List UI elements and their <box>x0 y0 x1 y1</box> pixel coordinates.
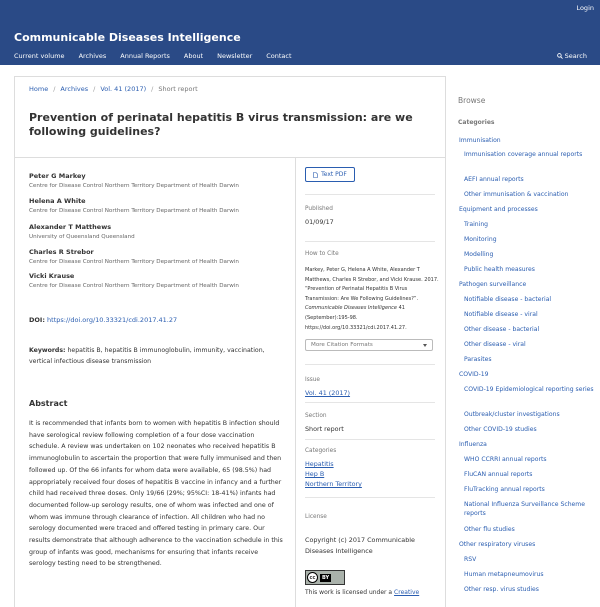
breadcrumb-separator: / <box>151 85 154 93</box>
citation-body: Markey, Peter G, Helena A White, Alexander T Matthews, Charles R Strebor, and Vicki Krause. 2017. “Prevention of Perinatal Hepatitis B Virus Transmission: Are We Following Guidelines?”. <box>305 267 439 302</box>
author-name: Vicki Krause <box>29 272 75 280</box>
sidebar-category-link[interactable]: Other COVID-19 studies <box>464 426 537 433</box>
creative-commons-icon[interactable]: cc BY <box>305 570 345 585</box>
author-affiliation: Centre for Disease Control Northern Territory Department of Health Darwin <box>29 259 239 265</box>
author-affiliation: Centre for Disease Control Northern Territory Department of Health Darwin <box>29 208 239 214</box>
sidebar-category-link[interactable]: COVID-19 Epidemiological reporting series <box>464 386 594 393</box>
search-link[interactable] <box>557 52 587 60</box>
breadcrumb-home[interactable]: Home <box>29 85 49 93</box>
search-label: Search <box>564 52 587 60</box>
keywords-text: hepatitis B, hepatitis B immunoglobulin, immunity, vaccination, vertical infectious disease transmission <box>29 347 265 365</box>
divider <box>305 439 435 440</box>
breadcrumb-archives[interactable]: Archives <box>60 85 89 93</box>
sidebar-category-link[interactable]: Notifiable disease - viral <box>464 311 538 318</box>
breadcrumb-separator: / <box>93 85 96 93</box>
nav-newsletter[interactable]: Newsletter <box>217 52 253 60</box>
sidebar-category-link[interactable]: Immunisation coverage annual reports <box>464 151 583 158</box>
sidebar-category-link[interactable]: RSV <box>464 556 477 563</box>
license-label: License <box>305 514 327 520</box>
published-date: 01/09/17 <box>305 218 334 226</box>
pdf-label: Text PDF <box>321 171 347 178</box>
how-to-cite-label: How to Cite <box>305 251 339 257</box>
author-name: Alexander T Matthews <box>29 223 112 231</box>
sidebar-category-link[interactable]: Other disease - viral <box>464 341 526 348</box>
citation-text <box>305 266 440 333</box>
sidebar-category-link[interactable]: Monitoring <box>464 236 497 243</box>
abstract-heading: Abstract <box>29 399 68 408</box>
citation-formats-dropdown[interactable] <box>305 339 433 351</box>
section-value: Short report <box>305 425 344 433</box>
chevron-down-icon <box>423 344 427 347</box>
search-icon <box>557 53 563 59</box>
published-label: Published <box>305 206 333 212</box>
sidebar-category-link[interactable]: FluCAN annual reports <box>464 471 533 478</box>
author-affiliation: University of Queensland Queensland <box>29 234 135 240</box>
author <box>29 272 239 289</box>
pdf-file-icon <box>313 172 318 178</box>
site-header <box>0 0 600 65</box>
category-link[interactable]: Hep B <box>305 470 325 478</box>
license-link[interactable]: Creative <box>394 589 420 596</box>
sidebar-category-link[interactable]: Human metapneumovirus <box>464 571 544 578</box>
citation-formats-label: More Citation Formats <box>311 342 373 348</box>
copyright-text: Copyright (c) 2017 Communicable Diseases Intelligence <box>305 536 415 555</box>
categories-heading: Categories <box>458 119 495 126</box>
author-name: Peter G Markey <box>29 172 86 180</box>
category-link[interactable]: Northern Territory <box>305 480 362 488</box>
login-link[interactable]: Login <box>576 4 594 12</box>
main-nav <box>14 52 306 60</box>
browse-heading: Browse <box>458 96 486 105</box>
sidebar-category-link[interactable]: Public health measures <box>464 266 535 273</box>
author-name: Helena A White <box>29 197 86 205</box>
keywords <box>29 345 284 367</box>
license-text <box>305 589 419 596</box>
issue-label: Issue <box>305 377 320 383</box>
section-label: Section <box>305 413 327 419</box>
sidebar-category-link[interactable]: WHO CCRRI annual reports <box>464 456 547 463</box>
keywords-label: Keywords: <box>29 347 66 354</box>
nav-current-volume[interactable]: Current volume <box>14 52 65 60</box>
category-link[interactable]: Hepatitis <box>305 460 334 468</box>
nav-annual-reports[interactable]: Annual Reports <box>120 52 170 60</box>
sidebar-category-link[interactable]: Training <box>464 221 489 228</box>
nav-about[interactable]: About <box>183 52 204 60</box>
sidebar-category-link[interactable]: Immunisation <box>459 137 501 144</box>
author <box>29 172 239 189</box>
abstract-text: It is recommended that infants born to women with hepatitis B infection should have serological review following completion of a four dose vaccination schedule. A review was undertaken on 102 neonates who received hepatitis B immunoglobulin to ascertain the proportion that were fully immunised and then followed up. Of the 66 infants for whom data were available, 65 (98.5%) had appropriately received four doses of hepatitis B vaccine in infancy and a further child had received three doses. Only 19/66 (29%; 95%CI: 18-41%) infants had documented follow-up serology results, one of whom was infected and one of whom was immune through clearance of infection. All children who had no serology documented were traced and offered testing in primary care. Our results demonstrate that although adherence to the vaccination schedule in this group of infants was good, mechanisms for ensuring that infants receive serology testing need to be strengthened. <box>29 420 283 568</box>
pdf-download-button[interactable] <box>305 167 355 182</box>
divider <box>305 402 435 403</box>
sidebar-category-link[interactable]: Influenza <box>459 441 487 448</box>
sidebar-category-link[interactable]: Other resp. virus studies <box>464 586 539 593</box>
sidebar-category-link[interactable]: Other flu studies <box>464 526 515 533</box>
categories-label: Categories <box>305 448 337 454</box>
divider <box>305 194 435 195</box>
breadcrumb <box>29 85 198 93</box>
sidebar-category-link[interactable]: National Influenza Surveillance Scheme reports <box>464 501 585 517</box>
divider <box>305 241 435 242</box>
breadcrumb-separator: / <box>53 85 56 93</box>
divider <box>15 157 445 158</box>
nav-contact[interactable]: Contact <box>266 52 292 60</box>
author <box>29 197 239 214</box>
sidebar-category-link[interactable]: Other disease - bacterial <box>464 326 540 333</box>
sidebar-category-link[interactable]: Other immunisation & vaccination <box>464 191 569 198</box>
author <box>29 248 239 265</box>
divider <box>305 497 435 498</box>
sidebar-category-link[interactable]: FluTracking annual reports <box>464 486 545 493</box>
nav-archives[interactable]: Archives <box>78 52 107 60</box>
column-divider <box>295 157 296 607</box>
doi-line <box>29 316 177 324</box>
doi-label: DOI: <box>29 316 45 324</box>
sidebar-category-link[interactable]: Notifiable disease - bacterial <box>464 296 552 303</box>
sidebar-category-link[interactable]: Pathogen surveillance <box>459 281 527 288</box>
article-title: Prevention of perinatal hepatitis B virus transmission: are we following guidelines? <box>29 111 413 138</box>
sidebar-category-link[interactable]: AEFI annual reports <box>464 176 524 183</box>
sidebar-category-link[interactable]: Parasites <box>464 356 492 363</box>
license-sentence: This work is licensed under a <box>305 589 393 596</box>
citation-journal: Communicable Diseases Intelligence <box>305 305 398 312</box>
sidebar-category-link[interactable]: Equipment and processes <box>459 206 538 213</box>
issue-link[interactable]: Vol. 41 (2017) <box>305 389 351 397</box>
author-affiliation: Centre for Disease Control Northern Territory Department of Health Darwin <box>29 183 239 189</box>
breadcrumb-current: Short report <box>158 85 198 93</box>
citation-tail: 41 (September):195-98. https://doi.org/10.33321/cdi.2017.41.27. <box>305 305 407 331</box>
author-name: Charles R Strebor <box>29 248 94 256</box>
sidebar-category-link[interactable]: COVID-19 <box>459 371 489 378</box>
sidebar-category-link[interactable]: Other respiratory viruses <box>459 541 536 548</box>
breadcrumb-volume[interactable]: Vol. 41 (2017) <box>100 85 147 93</box>
sidebar-category-link[interactable]: Outbreak/cluster investigations <box>464 411 560 418</box>
article-card <box>14 76 446 607</box>
sidebar-category-link[interactable]: Modelling <box>464 251 494 258</box>
divider <box>305 364 435 365</box>
author-affiliation: Centre for Disease Control Northern Territory Department of Health Darwin <box>29 283 239 289</box>
doi-link[interactable]: https://doi.org/10.33321/cdi.2017.41.27 <box>47 316 178 324</box>
author <box>29 223 135 240</box>
site-title[interactable]: Communicable Diseases Intelligence <box>14 31 241 44</box>
